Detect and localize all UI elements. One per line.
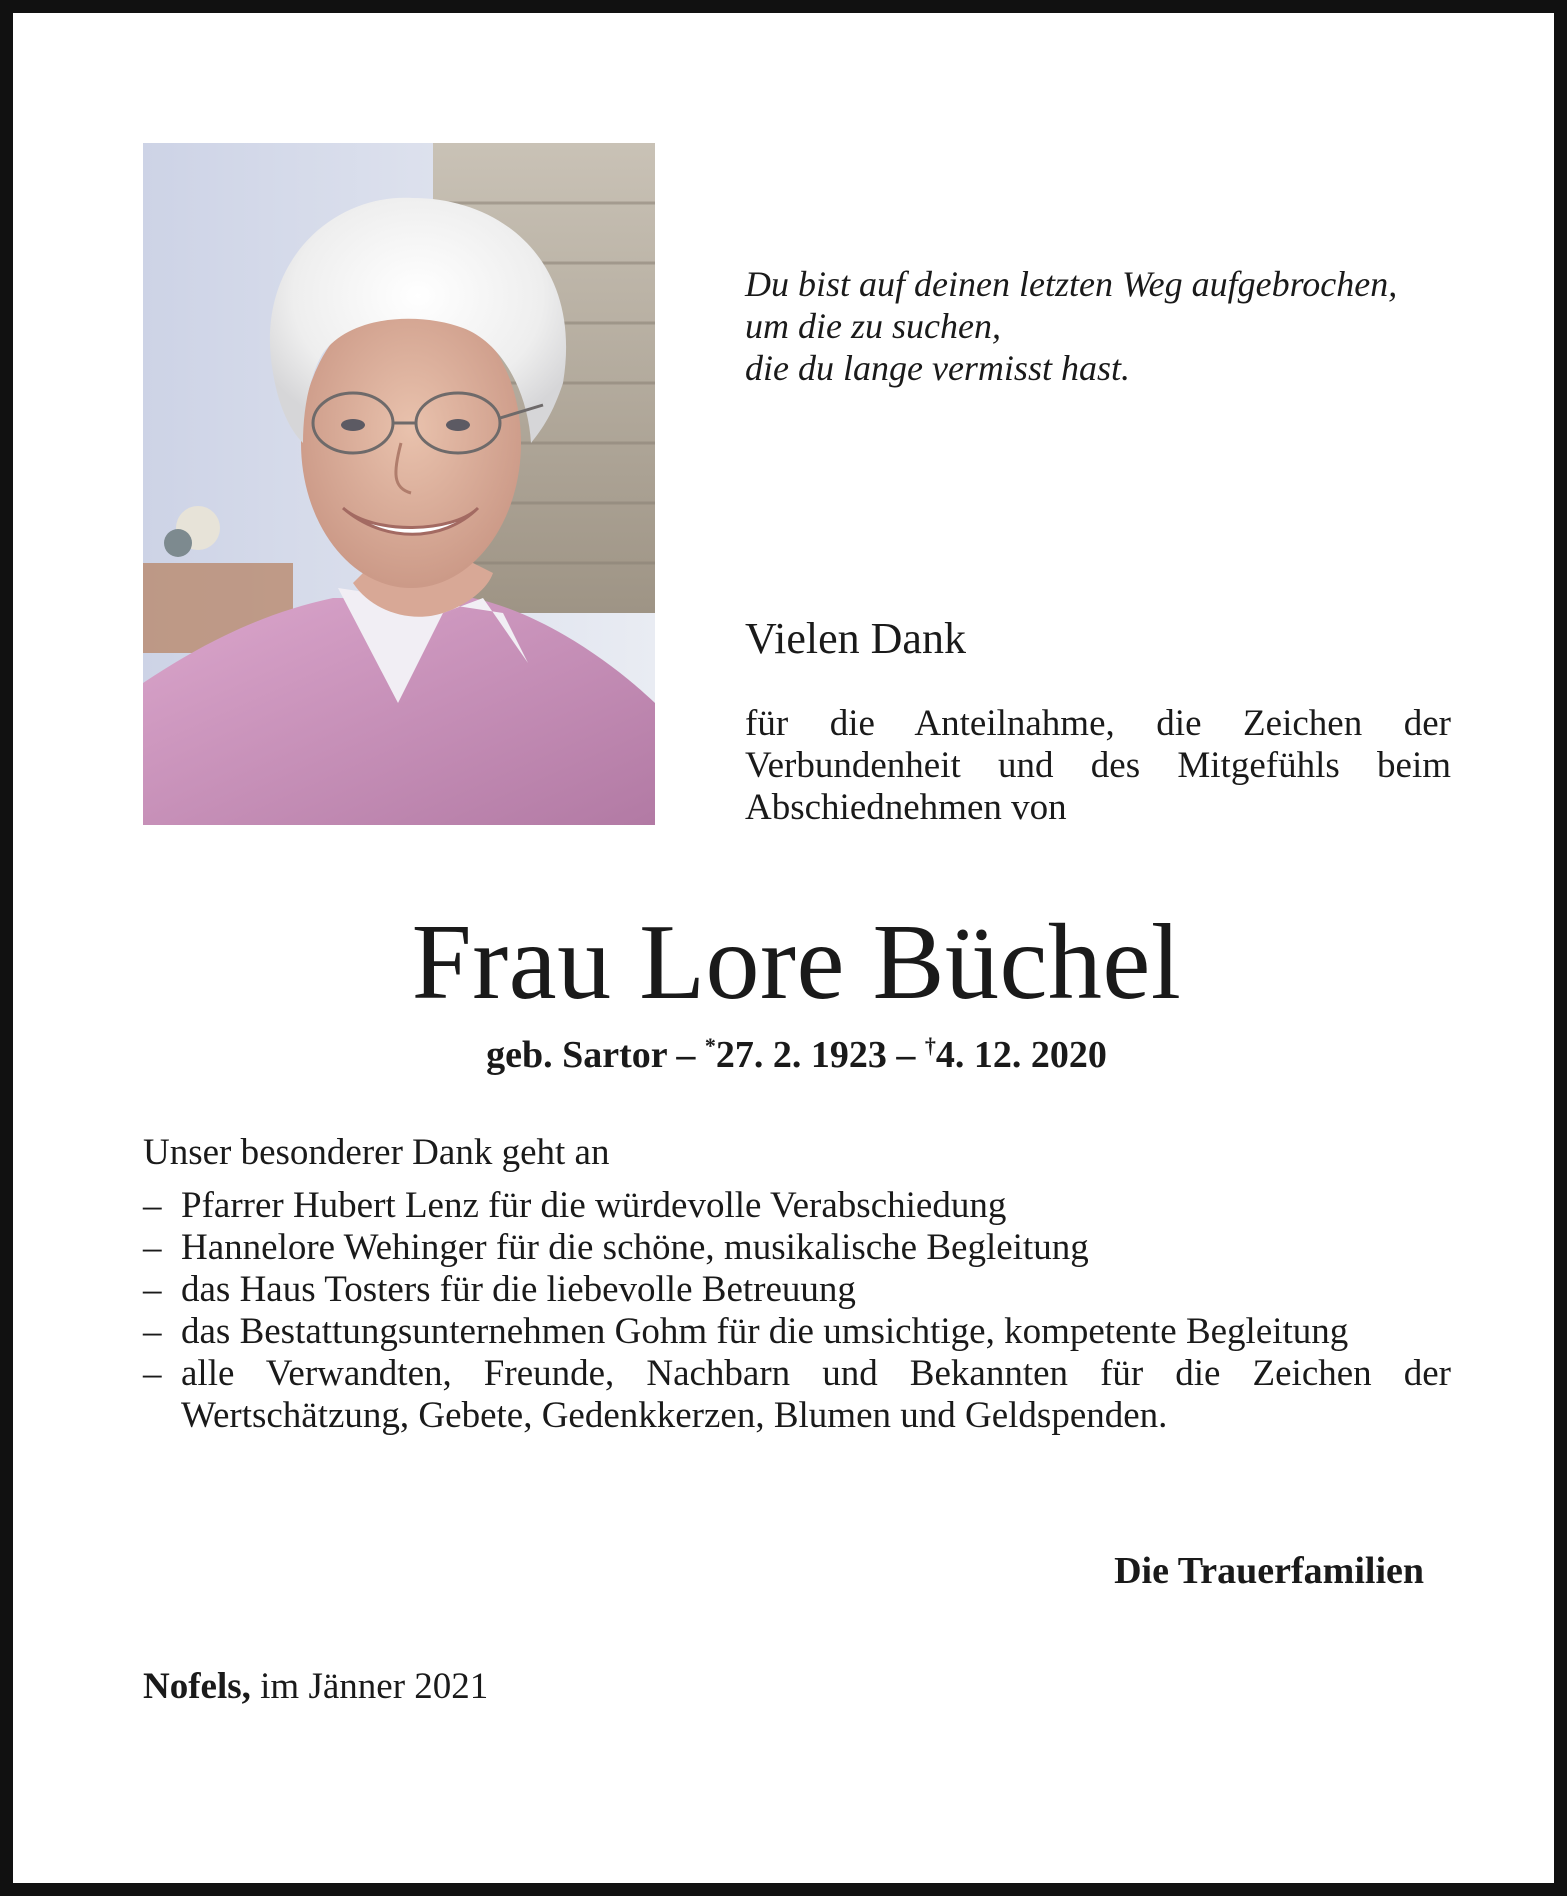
deceased-name: Frau Lore Büchel (411, 903, 1182, 1022)
signature: Die Trauerfamilien (1114, 1550, 1424, 1592)
thanks-line: für die Anteilnahme, die Zeichen der (745, 703, 1451, 744)
place-date: im Jänner 2021 (260, 1666, 489, 1707)
place-town: Nofels, (143, 1666, 251, 1707)
poem-line: um die zu suchen, (745, 306, 1001, 346)
birth-symbol: * (704, 1033, 716, 1058)
list-item: – Hannelore Wehinger für die schöne, musikalische Begleitung (143, 1227, 1451, 1269)
birth-date: 27. 2. 1923 (715, 1034, 887, 1076)
portrait-illustration (143, 143, 655, 825)
place-and-date (143, 1663, 488, 1711)
list-item: – das Bestattungsunternehmen Gohm für die umsichtige, kompetente Begleitung (143, 1311, 1451, 1353)
special-thanks-list (143, 1185, 1451, 1437)
list-item: – alle Verwandten, Freunde, Nachbarn und Bekannten für die Zeichen der Wertschätzung, Gebete, Gedenkkerzen, Blumen und Geldspenden. (143, 1353, 1451, 1437)
special-thanks-intro: Unser besonderer Dank geht an (143, 1132, 610, 1173)
memorial-poem (745, 263, 1465, 389)
thanks-line: Abschiednehmen von (745, 787, 1067, 828)
list-item: – Pfarrer Hubert Lenz für die würdevolle Verabschiedung (143, 1185, 1451, 1227)
maiden-name: geb. Sartor (486, 1034, 667, 1076)
portrait-photo (143, 143, 655, 825)
death-date: 4. 12. 2020 (935, 1034, 1107, 1076)
life-dates (13, 1031, 1567, 1079)
list-item: – das Haus Tosters für die liebevolle Betreuung (143, 1269, 1451, 1311)
death-symbol: † (924, 1033, 936, 1058)
date-separator: – (666, 1034, 705, 1076)
poem-line: die du lange vermisst hast. (745, 348, 1130, 388)
thanks-paragraph (745, 703, 1451, 829)
poem-line: Du bist auf deinen letzten Weg aufgebrochen, (745, 264, 1398, 304)
thanks-line: Verbundenheit und des Mitgefühls beim (745, 745, 1451, 786)
date-separator: – (886, 1034, 925, 1076)
thanks-heading: Vielen Dank (745, 614, 966, 663)
